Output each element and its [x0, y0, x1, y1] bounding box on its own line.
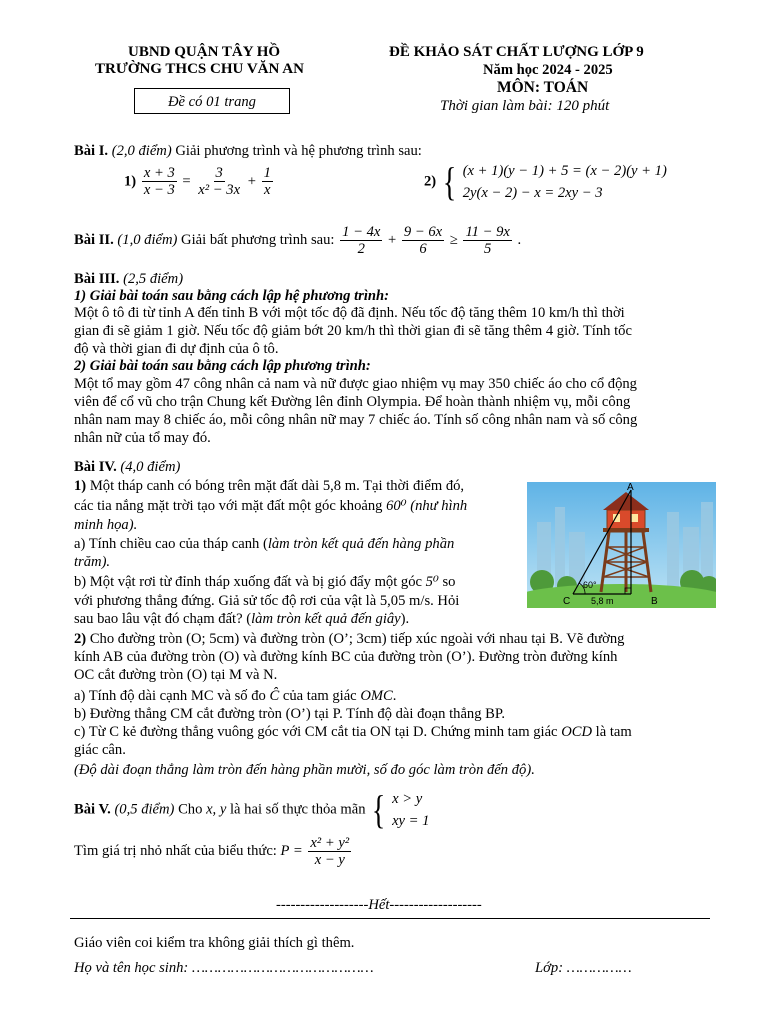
- condition-system: [392, 788, 429, 832]
- student-name-field: Họ và tên học sinh: ……………………………………: [74, 960, 374, 976]
- qb-text-c: so: [442, 574, 456, 590]
- figure-angle-label: 60°: [583, 580, 597, 590]
- denominator: x: [264, 182, 271, 198]
- fraction: [463, 224, 511, 257]
- condition-2: xy = 1: [392, 813, 430, 829]
- brace: {: [442, 159, 457, 204]
- bai3-p1-line2: gian đi sẽ giảm 1 giờ. Nếu tốc độ giảm bớt 20 km/h thì thời gian đi sẽ tăng thêm 4 giờ. Tính tốc: [74, 323, 632, 339]
- page-count-box: Đề có 01 trang: [134, 88, 290, 114]
- bai5-text-b: là hai số thực thỏa mãn: [229, 801, 366, 818]
- bai2-line: Bài II. (1,0 điểm) Giải bất phương trình sau: $\frac{1 - 4x}{2}$ + $\frac{9 - 6x}{6}$ ≥ $\frac{11 - 9x}{5}$ .: [74, 224, 522, 257]
- bai3-part1-heading: 1) Giải bài toán sau bằng cách lập hệ phương trình:: [74, 288, 389, 304]
- bai4-points: (4,0 điểm): [120, 459, 181, 475]
- bai3-part2-heading: 2) Giải bài toán sau bằng cách lập phương trình:: [74, 358, 371, 374]
- denominator: x² − 3x: [198, 182, 241, 198]
- system-eq-1: (x + 1)(y − 1) + 5 = (x − 2)(y + 1): [462, 163, 667, 179]
- subject: MÔN: TOÁN: [497, 79, 589, 96]
- numerator: 9 − 6x: [403, 224, 443, 240]
- bai1-text: Giải phương trình và hệ phương trình sau:: [175, 143, 422, 159]
- numerator: 1 − 4x: [342, 224, 381, 240]
- numerator: x + 3: [143, 165, 175, 181]
- figure-label-a: A: [627, 482, 634, 493]
- school-name: TRƯỜNG THCS CHU VĂN AN: [95, 61, 304, 77]
- time-limit: Thời gian làm bài: 120 phút: [440, 98, 610, 114]
- q2a-text-c: của tam giác: [282, 688, 357, 704]
- q1-text-a: các tia nắng mặt trời tạo với mặt đất một góc khoảng: [74, 498, 383, 514]
- watchtower-figure: [527, 482, 716, 608]
- bai4-heading: [74, 459, 714, 476]
- bai4-q2-line2: kính AB của đường tròn (O) và đường kính BC của đường tròn (O’). Đường tròn đường kính: [74, 649, 618, 665]
- numerator: 11 − 9x: [465, 224, 510, 240]
- denominator: 2: [357, 241, 365, 257]
- angle-5: 5⁰: [425, 574, 439, 590]
- fraction: [308, 835, 351, 868]
- bai5-text-a: Cho: [178, 801, 203, 818]
- bai4-qb-line2: với phương thẳng đứng. Giả sử tốc độ rơi của vật là 5,05 m/s. Hỏi: [74, 593, 460, 609]
- figure-label-c: C: [563, 596, 571, 607]
- figure-length-label: 5,8 m: [591, 596, 614, 606]
- bai4-title: Bài IV.: [74, 459, 117, 475]
- bai5-points: (0,5 điểm): [114, 801, 175, 818]
- numerator: x² + y²: [310, 835, 350, 851]
- denominator: x − 3: [143, 182, 175, 198]
- bai4-q2-line3: OC cắt đường tròn (O) tại M và N.: [74, 667, 278, 683]
- bai1-equation-1: 1) $\frac{x + 3}{x - 3}$ = $\frac{3}{\text{x² − 3x}}$ + $\frac{1}{x}$: [124, 165, 271, 198]
- q2-text: Cho đường tròn (O; 5cm) và đường tròn (O’; 3cm) tiếp xúc ngoài với nhau tại B. Vẽ đường: [86, 631, 625, 647]
- bai1-points: (2,0 điểm): [111, 143, 172, 159]
- qb-text-3b: làm tròn kết quả đến giây: [251, 611, 401, 627]
- class-field: Lớp: ……………: [535, 960, 632, 976]
- q2c-text-c: là tam: [595, 724, 632, 740]
- bai4-q2c-line1: [74, 724, 714, 741]
- numerator: 1: [263, 165, 271, 181]
- school-year: Năm học 2024 - 2025: [483, 62, 613, 78]
- exam-title: ĐỀ KHẢO SÁT CHẤT LƯỢNG LỚP 9: [389, 44, 644, 60]
- q1-text-c: (như hình: [410, 498, 468, 514]
- brace: {: [372, 787, 386, 832]
- denominator: 6: [419, 241, 427, 257]
- bai3-points: (2,5 điểm): [123, 271, 184, 287]
- bai4-q2-line1: 2) Cho đường tròn (O; 5cm) và đường tròn (O’; 3cm) tiếp xúc ngoài với nhau tại B. Vẽ đường: [74, 631, 625, 647]
- bai5-vars: x, y: [206, 801, 227, 818]
- qa-text-b: làm tròn kết quả đến hàng phần: [267, 536, 455, 552]
- bai4-qb-line3: [74, 611, 714, 628]
- triangle-ocd: OCD: [561, 724, 592, 740]
- q2a-text-a: a) Tính độ dài cạnh MC và số đo: [74, 688, 266, 704]
- bai4-qa-line2: trăm).: [74, 554, 111, 570]
- qb-text-3c: ).: [400, 611, 410, 627]
- bai3-p2-line4: nhân nữ của tổ may đó.: [74, 430, 211, 446]
- fraction: [340, 224, 382, 257]
- q2a-text-e: .: [392, 688, 397, 704]
- bai1-heading: [74, 143, 714, 160]
- bai3-title: Bài III.: [74, 271, 120, 287]
- school-district: UBND QUẬN TÂY HỒ: [128, 44, 281, 60]
- fraction: [402, 224, 444, 257]
- expression-p: P =: [280, 843, 303, 859]
- angle-c: Ĉ: [269, 688, 280, 704]
- bai1-p2-label: 2): [424, 173, 437, 190]
- qb-text-3a: sau bao lâu vật đó chạm đất? (: [74, 611, 252, 627]
- bai5-line1: [74, 788, 429, 832]
- fraction: [196, 165, 242, 198]
- bai4-q1-line1: 1) Một tháp canh có bóng trên mặt đất dài 5,8 m. Tại thời điểm đó,: [74, 478, 465, 494]
- qb-text-a: b) Một vật rơi từ đỉnh tháp xuống đất và bị gió đẩy một góc: [74, 574, 422, 590]
- numerator: 3: [215, 165, 223, 181]
- bai4-note: (Độ dài đoạn thẳng làm tròn đến hàng phần mười, số đo góc làm tròn đến độ).: [74, 762, 535, 778]
- bai4-q1-line3: minh họa).: [74, 517, 138, 533]
- bai4-q2a: [74, 688, 714, 705]
- bai3-p1-line1: Một ô tô đi từ tỉnh A đến tỉnh B với một tốc độ đã định. Nếu tốc độ tăng thêm 10 km/h thì thời: [74, 305, 625, 321]
- fraction: [262, 165, 273, 198]
- end-marker: -------------------Hết-------------------: [276, 897, 482, 913]
- teacher-note: Giáo viên coi kiểm tra không giải thích gì thêm.: [74, 935, 355, 951]
- triangle-omc: OMC: [360, 688, 393, 704]
- bai5-title: Bài V.: [74, 801, 111, 818]
- bai3-p1-line3: độ và thời gian đi dự định của ô tô.: [74, 341, 279, 357]
- separator-line: [70, 918, 710, 919]
- bai2-title: Bài II.: [74, 232, 114, 248]
- bai3-p2-line3: nhân nam may 8 chiếc áo, mỗi công nhân nữ may 7 chiếc áo. Tính số công nhân nam và số công: [74, 412, 638, 428]
- bai2-points: (1,0 điểm): [117, 232, 178, 248]
- bai5-line2-text: Tìm giá trị nhỏ nhất của biểu thức:: [74, 843, 277, 859]
- bai1-p1-label: 1): [124, 173, 137, 190]
- bai4-q2b: b) Đường thẳng CM cắt đường tròn (O’) tại P. Tính độ dài đoạn thẳng BP.: [74, 706, 506, 722]
- bai3-p2-line2: viên để cổ vũ cho trận Chung kết Đường lên đỉnh Olympia. Để hoàn thành nhiệm vụ, mỗi công: [74, 394, 631, 410]
- denominator: x − y: [314, 852, 345, 868]
- bai4-q2c-line2: giác cân.: [74, 742, 126, 758]
- qa-text-a: a) Tính chiều cao của tháp canh (: [74, 536, 268, 552]
- condition-1: x > y: [392, 791, 423, 807]
- bai3-p2-line1: Một tổ may gồm 47 công nhân cả nam và nữ được giao nhiệm vụ may 350 chiếc áo cho cổ động: [74, 376, 637, 392]
- figure-label-b: B: [651, 596, 658, 607]
- bai5-line2: [74, 835, 353, 868]
- system-eq-2: 2y(x − 2) − x = 2xy − 3: [462, 185, 603, 201]
- denominator: 5: [484, 241, 492, 257]
- angle-60: 60⁰: [386, 498, 407, 514]
- system-equations: [463, 160, 667, 204]
- bai2-text: Giải bất phương trình sau:: [181, 232, 335, 248]
- q2c-text-a: c) Từ C kẻ đường thẳng vuông góc với CM cắt tia ON tại D. Chứng minh tam giác: [74, 724, 558, 740]
- bai3-heading: [74, 271, 714, 288]
- watchtower-illustration: [527, 482, 716, 608]
- q1-text: Một tháp canh có bóng trên mặt đất dài 5,8 m. Tại thời điểm đó,: [86, 478, 465, 494]
- fraction: [142, 165, 177, 198]
- bai1-title: Bài I.: [74, 143, 109, 159]
- bai1-system-2: [424, 160, 667, 204]
